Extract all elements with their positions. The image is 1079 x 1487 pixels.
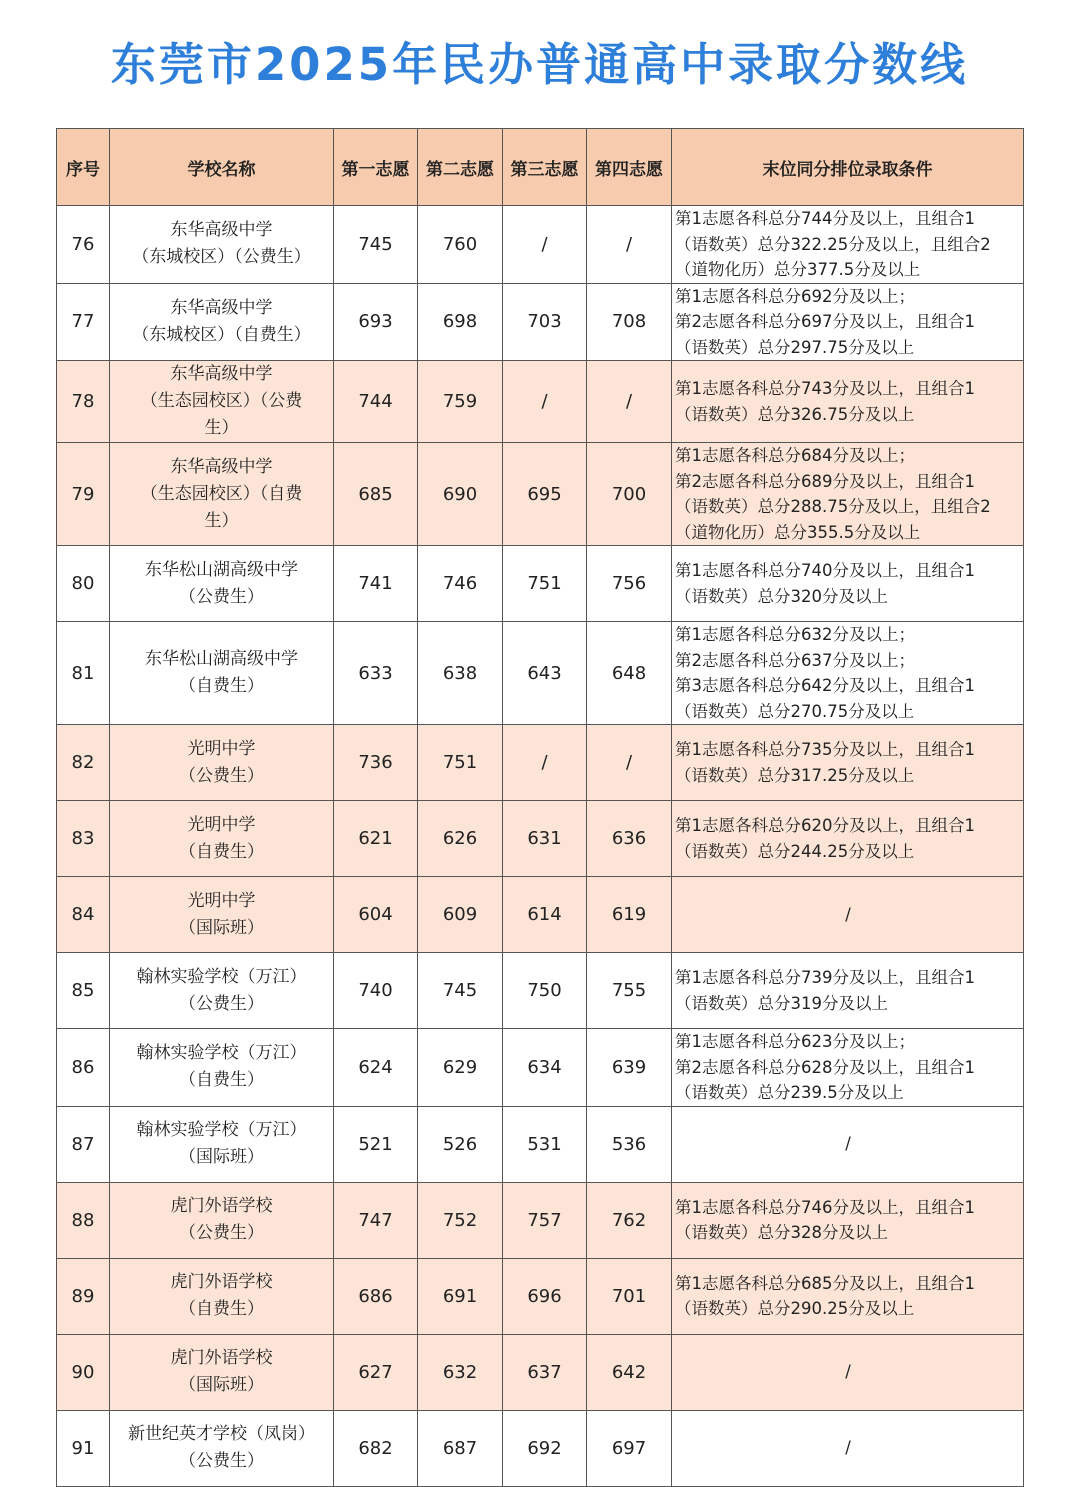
row-choice-4-cell: 536 <box>587 1106 672 1182</box>
row-condition-cell: 第1志愿各科总分692分及以上； 第2志愿各科总分697分及以上，且组合1 （语数英）总分297.75分及以上 <box>672 283 1024 361</box>
table-header-row <box>57 129 1024 206</box>
row-condition-cell: / <box>672 1106 1024 1182</box>
row-choice-2-cell: 629 <box>418 1029 503 1107</box>
row-choice-3-cell: 703 <box>503 283 587 361</box>
row-choice-1-cell: 686 <box>334 1258 418 1334</box>
row-choice-3-cell: / <box>503 361 587 443</box>
row-choice-3-cell: 614 <box>503 877 587 953</box>
row-choice-2-cell: 632 <box>418 1334 503 1410</box>
row-condition-cell: / <box>672 1410 1024 1486</box>
row-seq-cell: 76 <box>57 206 110 284</box>
row-choice-4-cell: 700 <box>587 443 672 546</box>
row-choice-1-cell: 627 <box>334 1334 418 1410</box>
row-school-cell: 新世纪英才学校（凤岗） （公费生） <box>110 1410 334 1486</box>
row-choice-4-cell: 639 <box>587 1029 672 1107</box>
row-choice-1-cell: 624 <box>334 1029 418 1107</box>
row-school-cell: 东华高级中学 （东城校区）（公费生） <box>110 206 334 284</box>
row-choice-2-cell: 526 <box>418 1106 503 1182</box>
row-choice-3-cell: / <box>503 206 587 284</box>
row-choice-4-cell: 755 <box>587 953 672 1029</box>
row-choice-4-cell: 701 <box>587 1258 672 1334</box>
header-school: 学校名称 <box>110 129 334 206</box>
header-tiebreak-condition: 末位同分排位录取条件 <box>672 129 1024 206</box>
row-seq-cell: 77 <box>57 283 110 361</box>
row-seq-cell: 83 <box>57 801 110 877</box>
row-choice-3-cell: 757 <box>503 1182 587 1258</box>
row-choice-1-cell: 633 <box>334 622 418 725</box>
table-row <box>57 801 1024 877</box>
table-row <box>57 622 1024 725</box>
row-choice-4-cell: 619 <box>587 877 672 953</box>
row-choice-4-cell: 648 <box>587 622 672 725</box>
row-seq-cell: 88 <box>57 1182 110 1258</box>
row-school-cell: 翰林实验学校（万江） （自费生） <box>110 1029 334 1107</box>
row-school-cell: 东华高级中学 （东城校区）（自费生） <box>110 283 334 361</box>
row-condition-cell: 第1志愿各科总分740分及以上，且组合1 （语数英）总分320分及以上 <box>672 546 1024 622</box>
row-choice-2-cell: 638 <box>418 622 503 725</box>
row-choice-1-cell: 740 <box>334 953 418 1029</box>
row-condition-cell: 第1志愿各科总分739分及以上，且组合1 （语数英）总分319分及以上 <box>672 953 1024 1029</box>
row-school-cell: 虎门外语学校 （国际班） <box>110 1334 334 1410</box>
row-condition-cell: 第1志愿各科总分744分及以上，且组合1 （语数英）总分322.25分及以上，且组合2 （道物化历）总分377.5分及以上 <box>672 206 1024 284</box>
row-seq-cell: 85 <box>57 953 110 1029</box>
table-row <box>57 361 1024 443</box>
row-choice-4-cell: 756 <box>587 546 672 622</box>
row-seq-cell: 81 <box>57 622 110 725</box>
row-condition-cell: / <box>672 877 1024 953</box>
table-row <box>57 877 1024 953</box>
row-seq-cell: 78 <box>57 361 110 443</box>
row-choice-2-cell: 690 <box>418 443 503 546</box>
row-school-cell: 翰林实验学校（万江） （公费生） <box>110 953 334 1029</box>
admission-score-table <box>56 128 1024 1487</box>
row-choice-4-cell: / <box>587 361 672 443</box>
table-row <box>57 1410 1024 1486</box>
row-choice-3-cell: 531 <box>503 1106 587 1182</box>
row-choice-2-cell: 745 <box>418 953 503 1029</box>
table-row <box>57 1258 1024 1334</box>
row-choice-1-cell: 741 <box>334 546 418 622</box>
row-school-cell: 光明中学 （公费生） <box>110 725 334 801</box>
row-choice-1-cell: 621 <box>334 801 418 877</box>
table-row <box>57 1334 1024 1410</box>
header-choice-4: 第四志愿 <box>587 129 672 206</box>
row-choice-4-cell: / <box>587 725 672 801</box>
table-row <box>57 283 1024 361</box>
row-choice-2-cell: 691 <box>418 1258 503 1334</box>
row-condition-cell: 第1志愿各科总分685分及以上，且组合1 （语数英）总分290.25分及以上 <box>672 1258 1024 1334</box>
row-choice-4-cell: 642 <box>587 1334 672 1410</box>
header-choice-3: 第三志愿 <box>503 129 587 206</box>
row-choice-1-cell: 744 <box>334 361 418 443</box>
row-condition-cell: 第1志愿各科总分735分及以上，且组合1 （语数英）总分317.25分及以上 <box>672 725 1024 801</box>
row-school-cell: 东华高级中学 （生态园校区）（公费 生） <box>110 361 334 443</box>
row-condition-cell: 第1志愿各科总分684分及以上； 第2志愿各科总分689分及以上，且组合1 （语数英）总分288.75分及以上，且组合2 （道物化历）总分355.5分及以上 <box>672 443 1024 546</box>
row-condition-cell: 第1志愿各科总分623分及以上； 第2志愿各科总分628分及以上，且组合1 （语数英）总分239.5分及以上 <box>672 1029 1024 1107</box>
row-seq-cell: 84 <box>57 877 110 953</box>
row-seq-cell: 79 <box>57 443 110 546</box>
table-row <box>57 546 1024 622</box>
row-choice-2-cell: 746 <box>418 546 503 622</box>
row-school-cell: 东华松山湖高级中学 （自费生） <box>110 622 334 725</box>
row-choice-2-cell: 626 <box>418 801 503 877</box>
table-row <box>57 206 1024 284</box>
row-choice-3-cell: 634 <box>503 1029 587 1107</box>
table-row <box>57 1029 1024 1107</box>
table-row <box>57 1106 1024 1182</box>
row-seq-cell: 90 <box>57 1334 110 1410</box>
row-school-cell: 虎门外语学校 （公费生） <box>110 1182 334 1258</box>
row-school-cell: 光明中学 （国际班） <box>110 877 334 953</box>
row-choice-1-cell: 682 <box>334 1410 418 1486</box>
row-condition-cell: / <box>672 1334 1024 1410</box>
row-seq-cell: 82 <box>57 725 110 801</box>
row-choice-1-cell: 693 <box>334 283 418 361</box>
row-choice-3-cell: / <box>503 725 587 801</box>
row-seq-cell: 89 <box>57 1258 110 1334</box>
header-seq: 序号 <box>57 129 110 206</box>
row-choice-3-cell: 643 <box>503 622 587 725</box>
row-school-cell: 东华松山湖高级中学 （公费生） <box>110 546 334 622</box>
row-choice-4-cell: 697 <box>587 1410 672 1486</box>
row-choice-3-cell: 692 <box>503 1410 587 1486</box>
table-row <box>57 953 1024 1029</box>
row-choice-2-cell: 760 <box>418 206 503 284</box>
row-seq-cell: 86 <box>57 1029 110 1107</box>
row-choice-1-cell: 685 <box>334 443 418 546</box>
table-row <box>57 443 1024 546</box>
row-choice-4-cell: 708 <box>587 283 672 361</box>
row-choice-1-cell: 736 <box>334 725 418 801</box>
row-choice-1-cell: 604 <box>334 877 418 953</box>
row-choice-4-cell: / <box>587 206 672 284</box>
row-choice-4-cell: 762 <box>587 1182 672 1258</box>
page-title: 东莞市2025年民办普通高中录取分数线 <box>110 38 969 91</box>
row-choice-2-cell: 752 <box>418 1182 503 1258</box>
row-choice-3-cell: 631 <box>503 801 587 877</box>
row-choice-1-cell: 521 <box>334 1106 418 1182</box>
row-choice-2-cell: 698 <box>418 283 503 361</box>
row-condition-cell: 第1志愿各科总分746分及以上，且组合1 （语数英）总分328分及以上 <box>672 1182 1024 1258</box>
header-choice-1: 第一志愿 <box>334 129 418 206</box>
row-choice-2-cell: 759 <box>418 361 503 443</box>
row-seq-cell: 80 <box>57 546 110 622</box>
row-choice-2-cell: 609 <box>418 877 503 953</box>
row-seq-cell: 91 <box>57 1410 110 1486</box>
row-choice-1-cell: 747 <box>334 1182 418 1258</box>
header-choice-2: 第二志愿 <box>418 129 503 206</box>
row-seq-cell: 87 <box>57 1106 110 1182</box>
row-school-cell: 虎门外语学校 （自费生） <box>110 1258 334 1334</box>
row-condition-cell: 第1志愿各科总分632分及以上； 第2志愿各科总分637分及以上； 第3志愿各科总分642分及以上，且组合1 （语数英）总分270.75分及以上 <box>672 622 1024 725</box>
row-condition-cell: 第1志愿各科总分620分及以上，且组合1 （语数英）总分244.25分及以上 <box>672 801 1024 877</box>
row-choice-3-cell: 637 <box>503 1334 587 1410</box>
row-choice-3-cell: 751 <box>503 546 587 622</box>
row-choice-3-cell: 695 <box>503 443 587 546</box>
row-choice-1-cell: 745 <box>334 206 418 284</box>
row-school-cell: 光明中学 （自费生） <box>110 801 334 877</box>
row-choice-3-cell: 696 <box>503 1258 587 1334</box>
row-condition-cell: 第1志愿各科总分743分及以上，且组合1 （语数英）总分326.75分及以上 <box>672 361 1024 443</box>
row-choice-4-cell: 636 <box>587 801 672 877</box>
row-school-cell: 翰林实验学校（万江） （国际班） <box>110 1106 334 1182</box>
row-choice-3-cell: 750 <box>503 953 587 1029</box>
table-row <box>57 1182 1024 1258</box>
row-choice-2-cell: 751 <box>418 725 503 801</box>
row-choice-2-cell: 687 <box>418 1410 503 1486</box>
row-school-cell: 东华高级中学 （生态园校区）（自费 生） <box>110 443 334 546</box>
table-row <box>57 725 1024 801</box>
